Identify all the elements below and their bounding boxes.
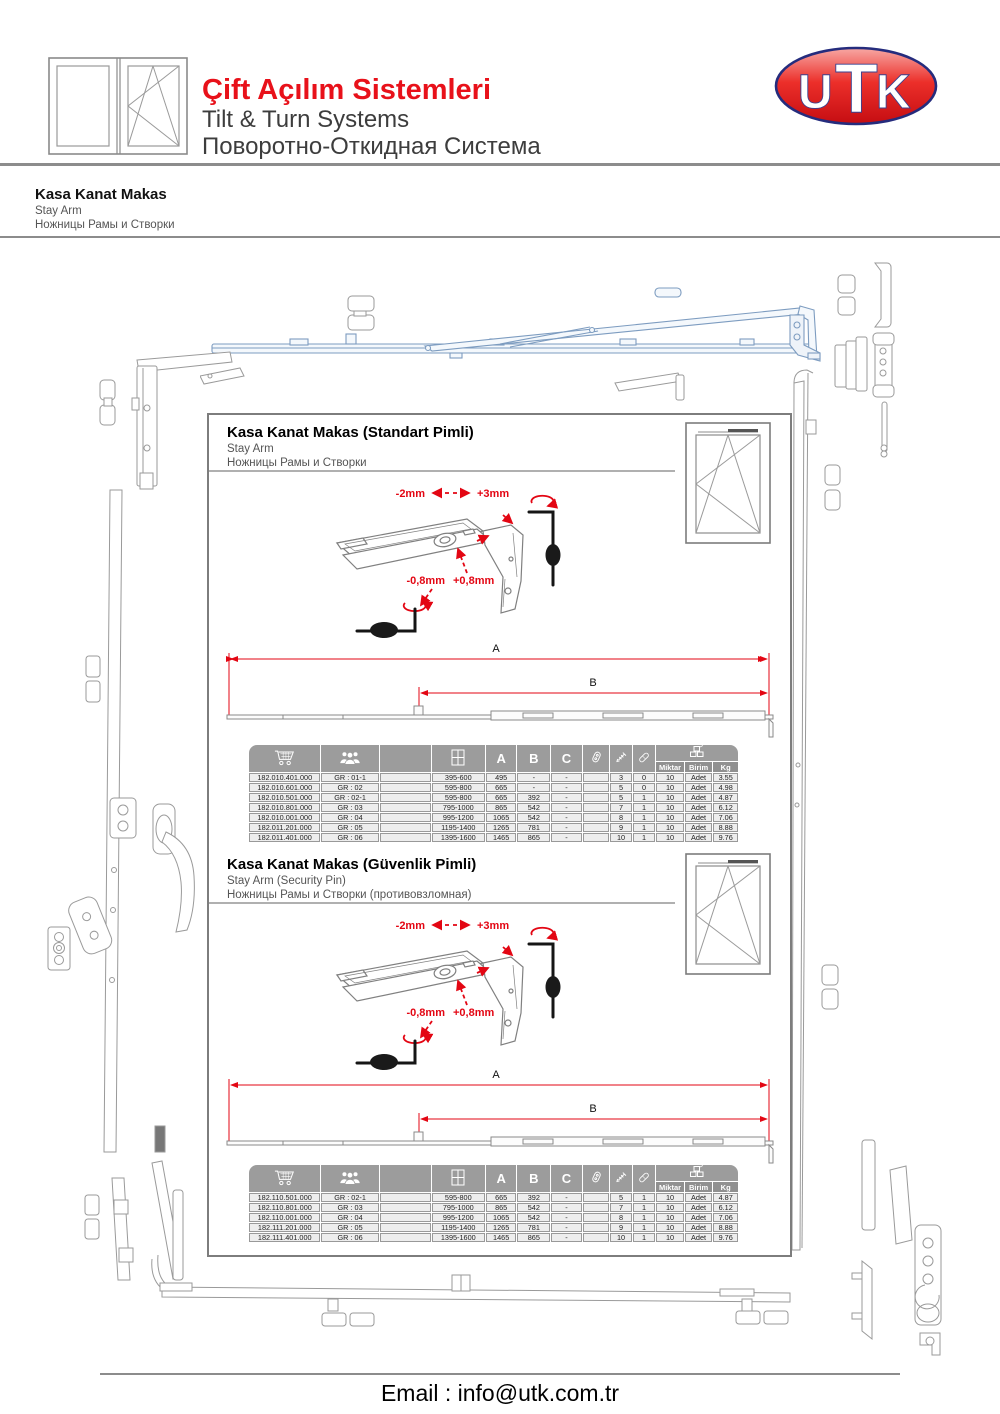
table-cell: GR : 06 — [321, 1233, 378, 1242]
table-cell: - — [517, 773, 550, 782]
right-hardware-drawings — [780, 245, 1000, 1360]
table-cell: Adet — [685, 783, 713, 792]
col-kg-header: Kg — [713, 1182, 738, 1192]
table-cell: 1195-1400 — [432, 1223, 485, 1232]
table-cell: 6.12 — [713, 1203, 738, 1212]
table-cell: 542 — [517, 1203, 550, 1212]
table-cell: 395-600 — [432, 773, 485, 782]
table-cell: 182.010.001.000 — [249, 813, 320, 822]
table-cell: 10 — [656, 813, 684, 822]
table-cell: 182.010.801.000 — [249, 803, 320, 812]
col-birim-header: Birim — [685, 762, 713, 772]
adjustment-diagram — [327, 913, 587, 1083]
tilt-turn-window-icon — [684, 421, 772, 545]
cart-icon — [274, 1169, 296, 1186]
pin-icon — [637, 1170, 651, 1185]
adjust-v-plus: +0,8mm — [453, 1007, 495, 1019]
table-cell — [583, 1193, 610, 1202]
page-title-ru: Поворотно-Откидная Система — [202, 133, 541, 160]
table-cell: 10 — [610, 833, 631, 842]
cart-icon — [274, 749, 296, 766]
col-c-header: C — [551, 1165, 582, 1192]
table-cell: 1 — [633, 1233, 655, 1242]
table-cell: - — [551, 813, 582, 822]
table-cell: GR : 04 — [321, 813, 378, 822]
table-cell: 10 — [656, 1223, 684, 1232]
table-cell: 1 — [633, 803, 655, 812]
table-cell: 9 — [610, 1223, 631, 1232]
package-icon — [689, 745, 705, 758]
table-cell: 1465 — [486, 833, 517, 842]
col-kg-header: Kg — [713, 762, 738, 772]
table-cell — [380, 1203, 431, 1212]
table-cell — [380, 1193, 431, 1202]
clip-icon — [590, 1169, 603, 1185]
table-cell: 1265 — [486, 1223, 517, 1232]
table-cell: 1 — [633, 793, 655, 802]
table-cell: 392 — [517, 793, 550, 802]
parts-table-standard — [248, 744, 739, 843]
page-title: Çift Açılım Sistemleri — [202, 74, 492, 106]
stay-arm-assembly-drawing — [200, 278, 822, 403]
adjust-h-plus: +3mm — [477, 920, 510, 932]
table-cell — [380, 1233, 431, 1242]
dim-b-label: B — [589, 677, 597, 689]
table-cell: 10 — [656, 803, 684, 812]
table-row — [249, 803, 738, 812]
footer-email-line — [0, 1380, 1000, 1407]
table-cell: - — [551, 1233, 582, 1242]
col-miktar-header: Miktar — [656, 762, 684, 772]
table-row — [249, 1233, 738, 1242]
table-cell: 7.06 — [713, 813, 738, 822]
subheader-rule — [0, 236, 1000, 238]
table-cell: 1465 — [486, 1233, 517, 1242]
col-birim-header: Birim — [685, 1182, 713, 1192]
section2-title-ru: Ножницы Рамы и Створки (противовзломная) — [227, 889, 472, 901]
table-cell: 10 — [656, 1193, 684, 1202]
table-cell: 3.55 — [713, 773, 738, 782]
table-cell: 865 — [517, 1233, 550, 1242]
table-cell: Adet — [685, 1233, 713, 1242]
tilt-turn-window-icon — [684, 852, 772, 976]
email-link[interactable]: Email : info@utk.com.tr — [380, 1380, 620, 1406]
table-cell: 5 — [610, 783, 631, 792]
table-cell: 781 — [517, 1223, 550, 1232]
table-cell: 665 — [486, 783, 517, 792]
table-cell: 182.110.501.000 — [249, 1193, 320, 1202]
table-row — [249, 1213, 738, 1222]
svg-text:T: T — [835, 49, 878, 127]
section1-title-en: Stay Arm — [227, 443, 274, 455]
col-c-header: C — [551, 745, 582, 772]
adjust-h-minus: -2mm — [395, 920, 425, 932]
table-cell: 182.010.501.000 — [249, 793, 320, 802]
table-cell — [380, 823, 431, 832]
table-cell: - — [551, 833, 582, 842]
table-cell: 865 — [517, 833, 550, 842]
table-cell: 10 — [656, 793, 684, 802]
col-b-header: B — [517, 745, 550, 772]
table-row — [249, 773, 738, 782]
table-cell — [380, 833, 431, 842]
col-a-header: A — [486, 745, 517, 772]
table-cell: 665 — [486, 793, 517, 802]
table-cell: GR : 05 — [321, 823, 378, 832]
table-cell — [380, 813, 431, 822]
table-cell: 1395-1600 — [432, 1233, 485, 1242]
table-cell: 5 — [610, 793, 631, 802]
parts-table-security — [248, 1164, 739, 1243]
table-cell: 0 — [633, 783, 655, 792]
group-icon — [338, 750, 362, 765]
table-cell: 10 — [656, 823, 684, 832]
table-cell: 595-800 — [432, 793, 485, 802]
table-cell: Adet — [685, 1223, 713, 1232]
bottom-hardware-drawings — [100, 1253, 900, 1378]
table-cell — [380, 773, 431, 782]
table-cell: 865 — [486, 1203, 517, 1212]
table-cell: Adet — [685, 1203, 713, 1212]
table-cell — [380, 1223, 431, 1232]
table-cell: 4.87 — [713, 1193, 738, 1202]
table-cell: 0 — [633, 773, 655, 782]
table-cell: - — [551, 773, 582, 782]
table-row — [249, 793, 738, 802]
section-heading-en: Stay Arm — [35, 205, 82, 217]
table-cell — [583, 793, 610, 802]
table-cell: Adet — [685, 823, 713, 832]
table-cell: GR : 02-1 — [321, 793, 378, 802]
dim-a-label: A — [492, 643, 500, 655]
dim-a-label: A — [492, 1069, 500, 1081]
table-cell: 8.88 — [713, 1223, 738, 1232]
section-heading-block — [35, 186, 175, 232]
utk-logo — [772, 45, 940, 127]
table-cell: 10 — [656, 1203, 684, 1212]
table-cell: 10 — [610, 1233, 631, 1242]
adjust-v-minus: -0,8mm — [406, 1007, 445, 1019]
table-cell: 7 — [610, 1203, 631, 1212]
table-cell: 182.110.001.000 — [249, 1213, 320, 1222]
col-a-header: A — [486, 1165, 517, 1192]
table-cell: 9.76 — [713, 1233, 738, 1242]
table-cell: GR : 02-1 — [321, 1193, 378, 1202]
dim-b-label: B — [589, 1103, 597, 1115]
table-cell — [583, 783, 610, 792]
group-icon — [338, 1170, 362, 1185]
screw-icon — [614, 750, 628, 765]
table-row — [249, 1203, 738, 1212]
table-cell — [583, 823, 610, 832]
table-cell — [380, 793, 431, 802]
table-cell — [583, 1203, 610, 1212]
table-cell: GR : 03 — [321, 1203, 378, 1212]
table-cell: Adet — [685, 813, 713, 822]
table-cell: 1 — [633, 833, 655, 842]
table-cell: 10 — [656, 1213, 684, 1222]
table-cell: 182.111.401.000 — [249, 1233, 320, 1242]
table-row — [249, 783, 738, 792]
adjust-h-minus: -2mm — [395, 488, 425, 500]
clip-icon — [590, 749, 603, 765]
table-cell: - — [551, 1213, 582, 1222]
table-cell: GR : 03 — [321, 803, 378, 812]
table-cell: 665 — [486, 1193, 517, 1202]
table-cell: 495 — [486, 773, 517, 782]
section2-rule — [209, 902, 675, 904]
table-cell: 1195-1400 — [432, 823, 485, 832]
table-cell: 6.12 — [713, 803, 738, 812]
section1-title-ru: Ножницы Рамы и Створки — [227, 457, 367, 469]
table-cell: 1 — [633, 1193, 655, 1202]
table-cell: 7.06 — [713, 1213, 738, 1222]
svg-text:K: K — [876, 66, 911, 119]
table-cell: - — [551, 1223, 582, 1232]
table-cell: GR : 05 — [321, 1223, 378, 1232]
table-cell: - — [517, 783, 550, 792]
window-size-icon — [451, 1169, 465, 1186]
col-b-header: B — [517, 1165, 550, 1192]
table-cell — [583, 803, 610, 812]
table-cell — [583, 1213, 610, 1222]
table-cell — [583, 833, 610, 842]
table-cell: 9 — [610, 823, 631, 832]
table-cell — [583, 1223, 610, 1232]
table-cell: 1 — [633, 1223, 655, 1232]
table-cell: 1065 — [486, 1213, 517, 1222]
table-cell: 542 — [517, 1213, 550, 1222]
table-cell: 1065 — [486, 813, 517, 822]
table-cell: 595-800 — [432, 1193, 485, 1202]
table-cell: - — [551, 783, 582, 792]
table-cell: Adet — [685, 833, 713, 842]
table-cell: 1 — [633, 1203, 655, 1212]
table-cell — [583, 1233, 610, 1242]
table-cell — [380, 803, 431, 812]
package-icon — [689, 1165, 705, 1178]
table-cell: 8.88 — [713, 823, 738, 832]
table-row — [249, 813, 738, 822]
table-cell: 182.010.401.000 — [249, 773, 320, 782]
section-heading: Kasa Kanat Makas — [35, 186, 167, 203]
product-detail-box — [207, 413, 792, 1257]
dimension-diagram — [223, 639, 776, 744]
col-miktar-header: Miktar — [656, 1182, 684, 1192]
table-cell: 8 — [610, 813, 631, 822]
table-row — [249, 1223, 738, 1232]
table-cell: 10 — [656, 833, 684, 842]
section2-title-block — [227, 855, 476, 902]
table-cell: 1395-1600 — [432, 833, 485, 842]
table-row — [249, 1193, 738, 1202]
table-row — [249, 823, 738, 832]
table-cell: 781 — [517, 823, 550, 832]
table-cell: GR : 01-1 — [321, 773, 378, 782]
table-cell: 1 — [633, 1213, 655, 1222]
table-cell: Adet — [685, 1193, 713, 1202]
section2-title: Kasa Kanat Makas (Güvenlik Pimli) — [227, 856, 477, 873]
table-cell: 10 — [656, 1233, 684, 1242]
table-cell: 1 — [633, 813, 655, 822]
table-cell: 182.011.201.000 — [249, 823, 320, 832]
table-cell: 1 — [633, 823, 655, 832]
table-cell: 392 — [517, 1193, 550, 1202]
header-rule — [0, 163, 1000, 166]
table-cell — [380, 1213, 431, 1222]
section1-rule — [209, 470, 675, 472]
table-cell: 865 — [486, 803, 517, 812]
page-title-block — [202, 74, 541, 160]
footer-rule — [100, 1373, 900, 1375]
svg-text:U: U — [798, 66, 833, 119]
table-cell: 4.87 — [713, 793, 738, 802]
table-cell: 10 — [656, 773, 684, 782]
table-cell — [380, 783, 431, 792]
table-cell: 3 — [610, 773, 631, 782]
table-row — [249, 833, 738, 842]
table-cell: Adet — [685, 1213, 713, 1222]
table-cell: 182.110.801.000 — [249, 1203, 320, 1212]
section1-title-block — [227, 423, 474, 470]
table-cell: Adet — [685, 793, 713, 802]
pin-icon — [637, 750, 651, 765]
screw-icon — [614, 1170, 628, 1185]
table-cell: 10 — [656, 783, 684, 792]
table-cell: - — [551, 793, 582, 802]
adjust-v-minus: -0,8mm — [406, 575, 445, 587]
adjust-v-plus: +0,8mm — [453, 575, 495, 587]
table-cell: GR : 04 — [321, 1213, 378, 1222]
section-heading-ru: Ножницы Рамы и Створки — [35, 219, 175, 231]
table-cell: 182.011.401.000 — [249, 833, 320, 842]
table-cell: GR : 02 — [321, 783, 378, 792]
table-cell: 7 — [610, 803, 631, 812]
table-cell: 795-1000 — [432, 1203, 485, 1212]
table-cell: 995-1200 — [432, 813, 485, 822]
table-cell: - — [551, 803, 582, 812]
table-cell: GR : 06 — [321, 833, 378, 842]
page-title-en: Tilt & Turn Systems — [202, 106, 410, 133]
table-cell: 182.010.601.000 — [249, 783, 320, 792]
table-cell: 995-1200 — [432, 1213, 485, 1222]
table-cell: 1265 — [486, 823, 517, 832]
table-cell: 542 — [517, 813, 550, 822]
section2-title-en: Stay Arm (Security Pin) — [227, 875, 346, 887]
table-cell: - — [551, 1193, 582, 1202]
table-cell: 182.111.201.000 — [249, 1223, 320, 1232]
table-cell: Adet — [685, 773, 713, 782]
table-cell — [583, 773, 610, 782]
spare-column-header — [380, 1165, 431, 1192]
dimension-diagram — [223, 1065, 776, 1170]
table-cell: 4.98 — [713, 783, 738, 792]
spare-column-header — [380, 745, 431, 772]
adjust-h-plus: +3mm — [477, 488, 510, 500]
table-cell: 542 — [517, 803, 550, 812]
double-window-icon — [48, 57, 188, 155]
table-cell: 9.76 — [713, 833, 738, 842]
table-cell: Adet — [685, 803, 713, 812]
table-cell: 5 — [610, 1193, 631, 1202]
table-cell: 8 — [610, 1213, 631, 1222]
table-cell: 595-800 — [432, 783, 485, 792]
table-cell: - — [551, 823, 582, 832]
table-cell: - — [551, 1203, 582, 1212]
table-cell — [583, 813, 610, 822]
window-size-icon — [451, 749, 465, 766]
adjustment-diagram — [327, 481, 587, 651]
table-cell: 795-1000 — [432, 803, 485, 812]
section1-title: Kasa Kanat Makas (Standart Pimli) — [227, 424, 474, 441]
